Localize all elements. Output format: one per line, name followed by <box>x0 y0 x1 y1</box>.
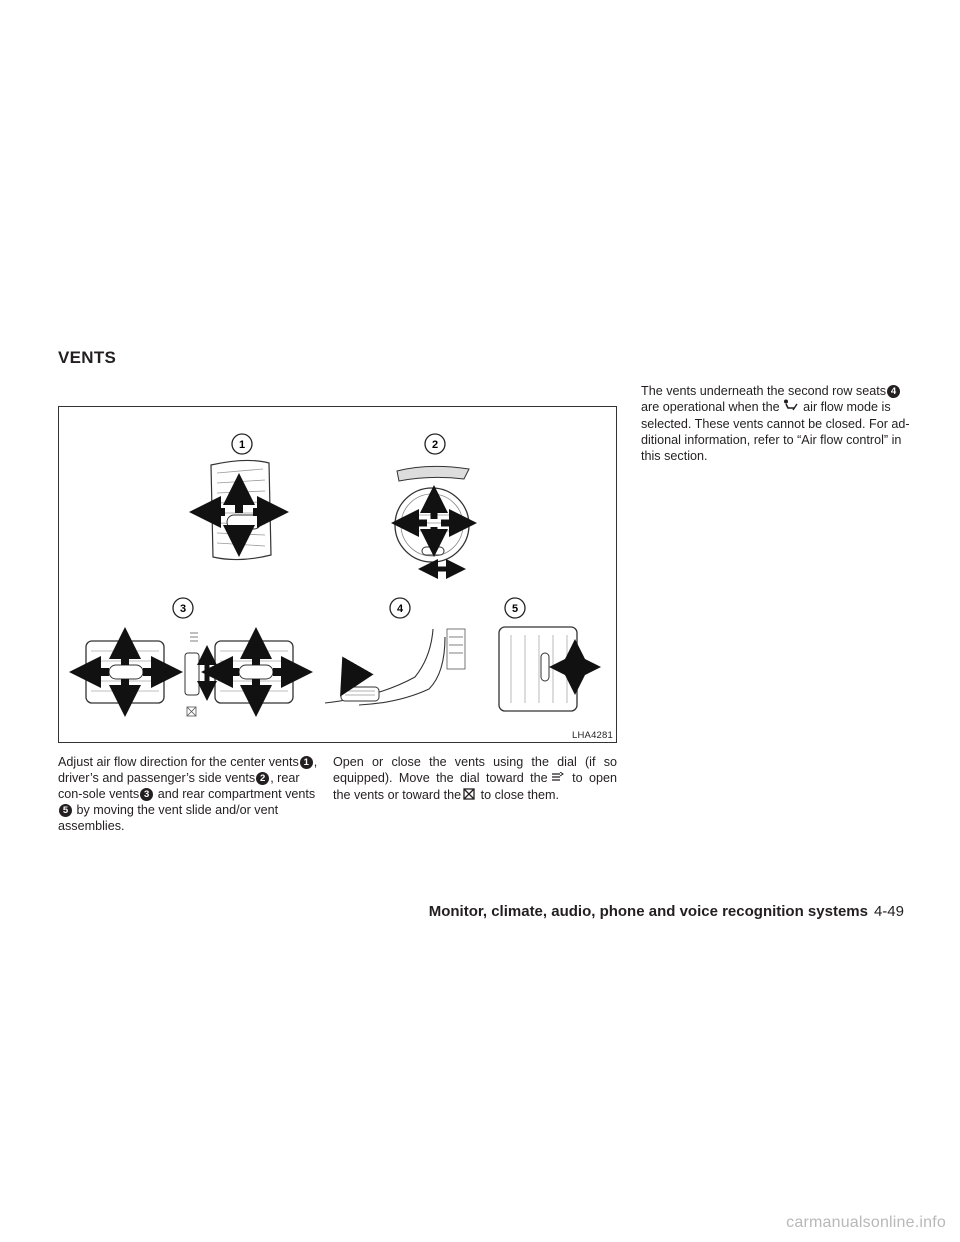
paragraph-open-close-vents: Open or close the vents using the dial (if so equipped). Move the dial toward the to open the vents or toward the to close them. <box>333 755 617 802</box>
page-number: 4-49 <box>873 903 904 920</box>
svg-text:2: 2 <box>431 439 439 451</box>
vent-open-icon <box>550 771 564 787</box>
page-footer <box>429 903 904 920</box>
callout-3 <box>173 598 193 618</box>
floor-air-flow-mode-icon <box>782 399 798 416</box>
svg-text:1: 1 <box>238 439 246 451</box>
callout-number-5: 5 <box>59 804 72 817</box>
svg-text:3: 3 <box>179 603 187 615</box>
callout-1 <box>232 434 252 454</box>
rear-compartment-vent <box>499 627 589 711</box>
callout-number-3: 3 <box>140 788 153 801</box>
callout-5 <box>505 598 525 618</box>
under-seat-vents <box>325 629 465 705</box>
watermark: carmanualsonline.info <box>786 1214 946 1231</box>
vents-illustration <box>58 406 617 743</box>
side-vent <box>395 466 469 569</box>
center-vent <box>205 460 273 559</box>
callout-number-1: 1 <box>300 756 313 769</box>
figure-code: LHA4281 <box>571 730 613 741</box>
callout-2 <box>425 434 445 454</box>
callout-4 <box>390 598 410 618</box>
footer-title: Monitor, climate, audio, phone and voice recognition systems <box>428 903 868 920</box>
svg-text:4: 4 <box>396 603 404 615</box>
svg-text:5: 5 <box>511 603 519 615</box>
vents-diagram <box>59 407 618 744</box>
section-title: VENTS <box>58 348 117 367</box>
callout-number-4: 4 <box>887 385 900 398</box>
paragraph-adjust-air-flow: Adjust air flow direction for the center vents 1 , driver’s and passenger’s side vents 2 , rear con-sole vents 3 and rear compartment vents5 by moving the vent slide and/or vent assemblies. <box>58 755 318 833</box>
vent-close-icon <box>463 788 475 804</box>
paragraph-second-row-vents: The vents underneath the second row seats 4 are operational when the air flow mode is selected. These vents cannot be closed. For ad-ditional information, refer to “Air flow control” in this section. <box>641 384 910 463</box>
callout-number-2: 2 <box>256 772 269 785</box>
rear-console-vents <box>85 633 297 716</box>
